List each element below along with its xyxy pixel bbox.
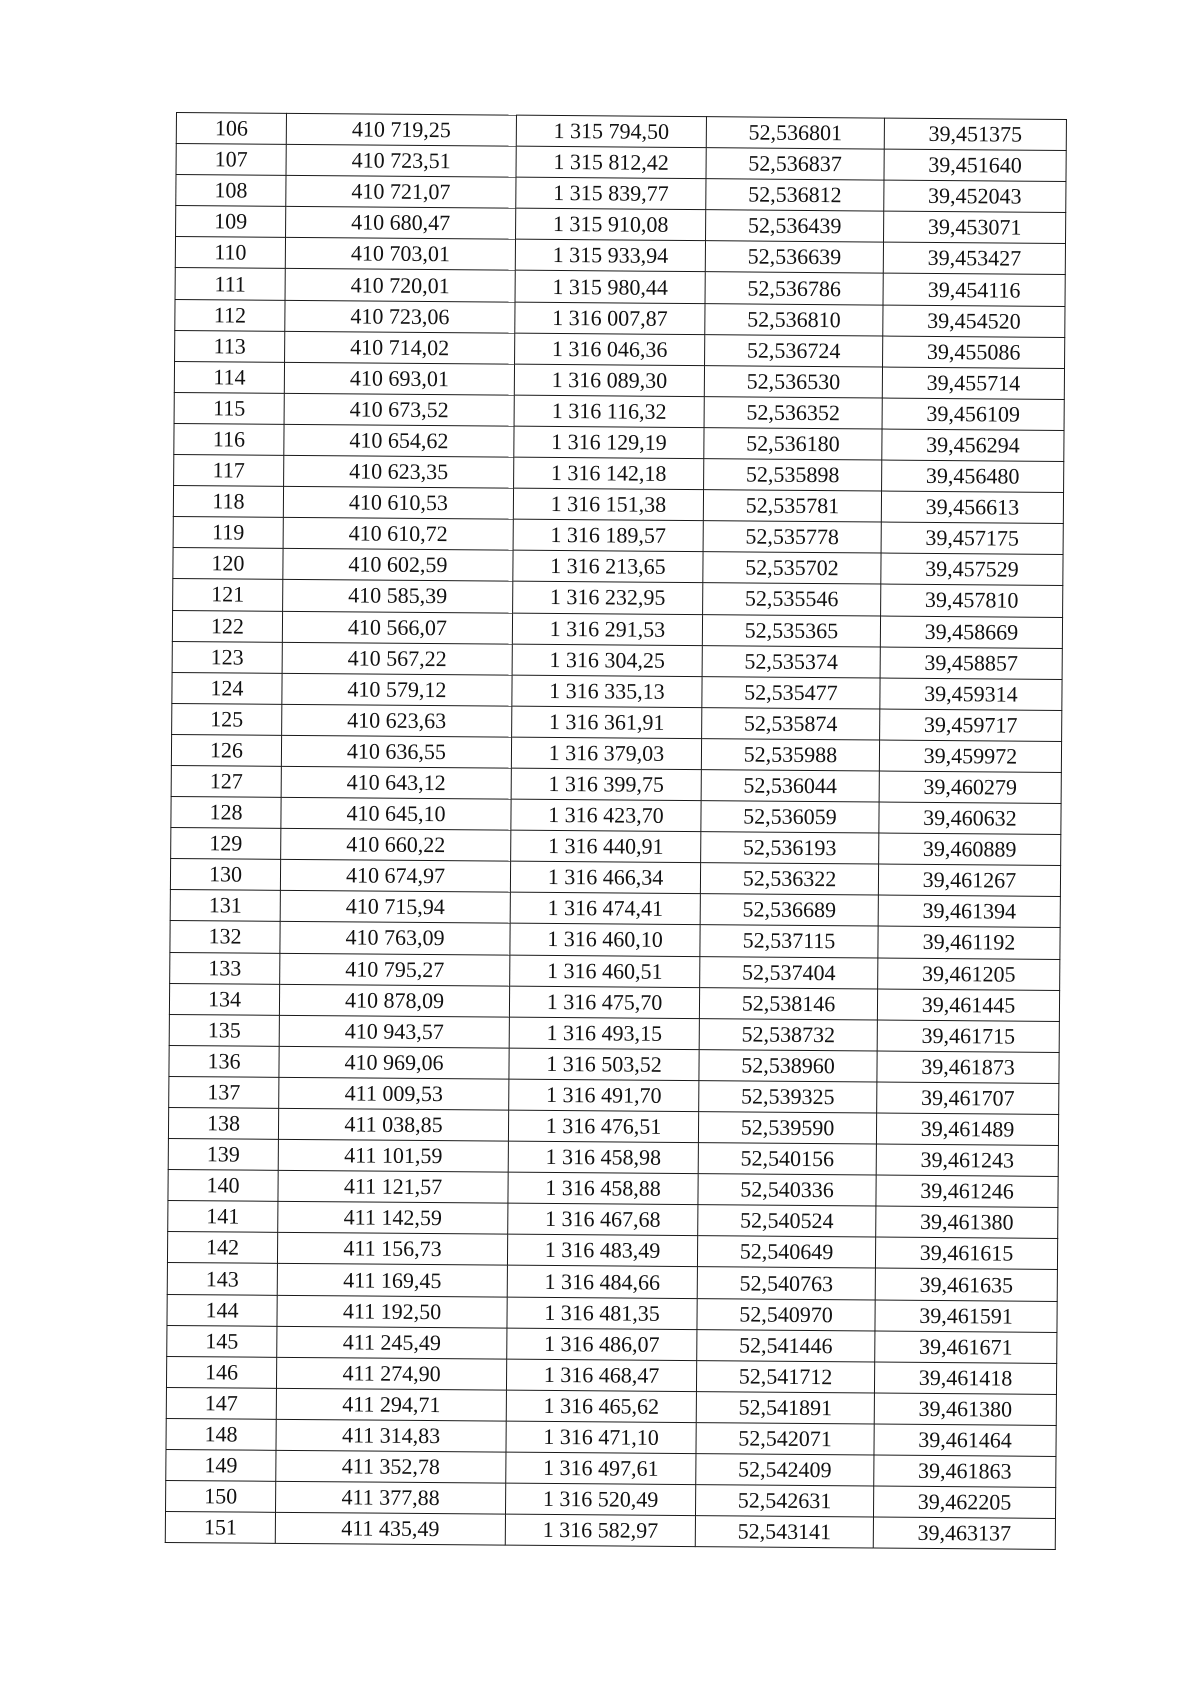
latitude-cell: 52,541446 [697, 1329, 875, 1361]
longitude-cell: 39,461243 [876, 1144, 1058, 1177]
longitude-cell: 39,453071 [883, 211, 1065, 244]
x-coordinate-cell: 410 723,06 [285, 300, 515, 333]
x-coordinate-cell: 410 567,22 [282, 642, 512, 675]
y-coordinate-cell: 1 316 399,75 [511, 768, 701, 801]
point-number-cell: 123 [172, 641, 282, 673]
y-coordinate-cell: 1 316 497,61 [506, 1452, 696, 1485]
latitude-cell: 52,536786 [705, 272, 883, 304]
latitude-cell: 52,536812 [706, 179, 884, 211]
y-coordinate-cell: 1 316 471,10 [506, 1421, 696, 1454]
longitude-cell: 39,457529 [881, 553, 1063, 586]
x-coordinate-cell: 411 294,71 [276, 1388, 506, 1421]
y-coordinate-cell: 1 316 468,47 [506, 1359, 696, 1392]
point-number-cell: 128 [171, 797, 281, 829]
latitude-cell: 52,540970 [697, 1298, 875, 1330]
x-coordinate-cell: 411 142,59 [278, 1202, 508, 1235]
point-number-cell: 148 [166, 1418, 276, 1450]
latitude-cell: 52,536059 [701, 801, 879, 833]
longitude-cell: 39,458857 [880, 647, 1062, 680]
latitude-cell: 52,536639 [705, 241, 883, 273]
y-coordinate-cell: 1 316 361,91 [512, 706, 702, 739]
x-coordinate-cell: 410 719,25 [286, 113, 516, 146]
x-coordinate-cell: 411 038,85 [278, 1108, 508, 1141]
y-coordinate-cell: 1 315 910,08 [516, 208, 706, 241]
coordinates-table [165, 112, 1067, 1550]
y-coordinate-cell: 1 316 423,70 [511, 799, 701, 832]
y-coordinate-cell: 1 316 089,30 [514, 364, 704, 397]
longitude-cell: 39,451375 [884, 118, 1066, 151]
point-number-cell: 121 [173, 579, 283, 611]
longitude-cell: 39,461380 [874, 1393, 1056, 1426]
latitude-cell: 52,536530 [704, 365, 882, 397]
y-coordinate-cell: 1 316 582,97 [505, 1514, 695, 1547]
x-coordinate-cell: 411 314,83 [276, 1419, 506, 1452]
point-number-cell: 131 [170, 890, 280, 922]
y-coordinate-cell: 1 316 474,41 [510, 892, 700, 925]
x-coordinate-cell: 411 121,57 [278, 1171, 508, 1204]
y-coordinate-cell: 1 316 189,57 [513, 519, 703, 552]
longitude-cell: 39,461873 [877, 1051, 1059, 1084]
latitude-cell: 52,535365 [702, 614, 880, 646]
latitude-cell: 52,535778 [703, 521, 881, 553]
x-coordinate-cell: 410 943,57 [279, 1015, 509, 1048]
longitude-cell: 39,461445 [877, 989, 1059, 1022]
point-number-cell: 111 [175, 268, 285, 300]
longitude-cell: 39,456294 [882, 429, 1064, 462]
longitude-cell: 39,461715 [877, 1020, 1059, 1053]
longitude-cell: 39,461205 [878, 958, 1060, 991]
longitude-cell: 39,457175 [881, 522, 1063, 555]
longitude-cell: 39,460632 [879, 802, 1061, 835]
point-number-cell: 126 [171, 734, 281, 766]
x-coordinate-cell: 410 723,51 [286, 144, 516, 177]
point-number-cell: 150 [166, 1481, 276, 1513]
point-number-cell: 140 [168, 1170, 278, 1202]
y-coordinate-cell: 1 316 440,91 [511, 830, 701, 863]
x-coordinate-cell: 410 795,27 [280, 953, 510, 986]
y-coordinate-cell: 1 316 046,36 [515, 333, 705, 366]
point-number-cell: 137 [169, 1076, 279, 1108]
longitude-cell: 39,454520 [883, 305, 1065, 338]
latitude-cell: 52,536439 [706, 210, 884, 242]
x-coordinate-cell: 410 969,06 [279, 1046, 509, 1079]
y-coordinate-cell: 1 316 460,51 [510, 955, 700, 988]
point-number-cell: 107 [176, 144, 286, 176]
longitude-cell: 39,460279 [879, 771, 1061, 804]
longitude-cell: 39,457810 [881, 584, 1063, 617]
x-coordinate-cell: 410 714,02 [285, 331, 515, 364]
x-coordinate-cell: 410 610,72 [283, 518, 513, 551]
longitude-cell: 39,453427 [883, 242, 1065, 275]
latitude-cell: 52,538146 [699, 987, 877, 1019]
x-coordinate-cell: 410 645,10 [281, 797, 511, 830]
point-number-cell: 142 [167, 1232, 277, 1264]
x-coordinate-cell: 410 680,47 [286, 207, 516, 240]
table-row [165, 1512, 1055, 1550]
y-coordinate-cell: 1 316 129,19 [514, 426, 704, 459]
y-coordinate-cell: 1 316 213,65 [513, 550, 703, 583]
longitude-cell: 39,461671 [875, 1331, 1057, 1364]
latitude-cell: 52,536352 [704, 397, 882, 429]
point-number-cell: 122 [172, 610, 282, 642]
point-number-cell: 117 [174, 455, 284, 487]
x-coordinate-cell: 410 703,01 [285, 238, 515, 271]
point-number-cell: 143 [167, 1263, 277, 1295]
y-coordinate-cell: 1 316 486,07 [507, 1328, 697, 1361]
y-coordinate-cell: 1 316 291,53 [512, 613, 702, 646]
latitude-cell: 52,536837 [706, 148, 884, 180]
y-coordinate-cell: 1 316 460,10 [510, 924, 700, 957]
point-number-cell: 110 [175, 237, 285, 269]
x-coordinate-cell: 411 101,59 [278, 1139, 508, 1172]
y-coordinate-cell: 1 316 466,34 [510, 861, 700, 894]
coordinates-table-body [165, 113, 1066, 1550]
latitude-cell: 52,542071 [696, 1423, 874, 1455]
latitude-cell: 52,535898 [704, 459, 882, 491]
longitude-cell: 39,463137 [873, 1517, 1055, 1550]
latitude-cell: 52,535874 [702, 707, 880, 739]
longitude-cell: 39,454116 [883, 274, 1065, 307]
x-coordinate-cell: 410 715,94 [280, 891, 510, 924]
longitude-cell: 39,456480 [882, 460, 1064, 493]
point-number-cell: 118 [173, 486, 283, 518]
latitude-cell: 52,536180 [704, 428, 882, 460]
y-coordinate-cell: 1 316 483,49 [507, 1235, 697, 1268]
point-number-cell: 114 [174, 361, 284, 393]
point-number-cell: 144 [167, 1294, 277, 1326]
longitude-cell: 39,455714 [882, 367, 1064, 400]
latitude-cell: 52,540156 [698, 1143, 876, 1175]
y-coordinate-cell: 1 316 458,88 [508, 1172, 698, 1205]
latitude-cell: 52,535988 [701, 739, 879, 771]
longitude-cell: 39,460889 [879, 833, 1061, 866]
x-coordinate-cell: 410 721,07 [286, 176, 516, 209]
x-coordinate-cell: 410 566,07 [282, 611, 512, 644]
y-coordinate-cell: 1 316 484,66 [507, 1266, 697, 1299]
x-coordinate-cell: 410 602,59 [283, 549, 513, 582]
x-coordinate-cell: 410 660,22 [281, 829, 511, 862]
y-coordinate-cell: 1 316 481,35 [507, 1297, 697, 1330]
latitude-cell: 52,536801 [706, 117, 884, 149]
x-coordinate-cell: 410 673,52 [284, 393, 514, 426]
point-number-cell: 130 [170, 859, 280, 891]
longitude-cell: 39,452043 [884, 180, 1066, 213]
y-coordinate-cell: 1 316 493,15 [509, 1017, 699, 1050]
longitude-cell: 39,461394 [878, 895, 1060, 928]
y-coordinate-cell: 1 316 142,18 [514, 457, 704, 490]
y-coordinate-cell: 1 316 116,32 [514, 395, 704, 428]
y-coordinate-cell: 1 316 503,52 [509, 1048, 699, 1081]
longitude-cell: 39,461464 [874, 1424, 1056, 1457]
x-coordinate-cell: 411 156,73 [277, 1233, 507, 1266]
y-coordinate-cell: 1 316 151,38 [513, 488, 703, 521]
x-coordinate-cell: 411 274,90 [276, 1357, 506, 1390]
latitude-cell: 52,535781 [703, 490, 881, 522]
point-number-cell: 120 [173, 548, 283, 580]
y-coordinate-cell: 1 315 839,77 [516, 177, 706, 210]
point-number-cell: 138 [168, 1107, 278, 1139]
x-coordinate-cell: 410 654,62 [284, 424, 514, 457]
y-coordinate-cell: 1 315 980,44 [515, 271, 705, 304]
point-number-cell: 141 [168, 1201, 278, 1233]
latitude-cell: 52,535374 [702, 645, 880, 677]
x-coordinate-cell: 410 636,55 [281, 735, 511, 768]
latitude-cell: 52,535477 [702, 676, 880, 708]
longitude-cell: 39,461489 [876, 1113, 1058, 1146]
latitude-cell: 52,539590 [698, 1112, 876, 1144]
x-coordinate-cell: 410 579,12 [282, 673, 512, 706]
x-coordinate-cell: 411 377,88 [276, 1481, 506, 1514]
x-coordinate-cell: 410 763,09 [280, 922, 510, 955]
longitude-cell: 39,451640 [884, 149, 1066, 182]
longitude-cell: 39,456109 [882, 398, 1064, 431]
x-coordinate-cell: 410 623,63 [282, 704, 512, 737]
x-coordinate-cell: 411 169,45 [277, 1264, 507, 1297]
longitude-cell: 39,461246 [876, 1175, 1058, 1208]
point-number-cell: 113 [175, 330, 285, 362]
y-coordinate-cell: 1 316 007,87 [515, 302, 705, 335]
point-number-cell: 127 [171, 765, 281, 797]
x-coordinate-cell: 410 720,01 [285, 269, 515, 302]
longitude-cell: 39,459314 [880, 678, 1062, 711]
latitude-cell: 52,540524 [698, 1205, 876, 1237]
y-coordinate-cell: 1 315 812,42 [516, 146, 706, 179]
latitude-cell: 52,541891 [696, 1391, 874, 1423]
x-coordinate-cell: 410 693,01 [284, 362, 514, 395]
x-coordinate-cell: 411 245,49 [277, 1326, 507, 1359]
y-coordinate-cell: 1 316 304,25 [512, 644, 702, 677]
point-number-cell: 136 [169, 1045, 279, 1077]
point-number-cell: 106 [176, 113, 286, 145]
y-coordinate-cell: 1 316 458,98 [508, 1141, 698, 1174]
y-coordinate-cell: 1 316 465,62 [506, 1390, 696, 1423]
latitude-cell: 52,538732 [699, 1018, 877, 1050]
latitude-cell: 52,536193 [701, 832, 879, 864]
y-coordinate-cell: 1 315 794,50 [516, 115, 706, 148]
y-coordinate-cell: 1 316 467,68 [508, 1203, 698, 1236]
point-number-cell: 146 [166, 1356, 276, 1388]
point-number-cell: 124 [172, 672, 282, 704]
point-number-cell: 108 [176, 175, 286, 207]
x-coordinate-cell: 410 610,53 [283, 486, 513, 519]
y-coordinate-cell: 1 315 933,94 [515, 240, 705, 273]
y-coordinate-cell: 1 316 335,13 [512, 675, 702, 708]
point-number-cell: 139 [168, 1139, 278, 1171]
x-coordinate-cell: 410 674,97 [280, 860, 510, 893]
latitude-cell: 52,536724 [705, 334, 883, 366]
x-coordinate-cell: 411 352,78 [276, 1450, 506, 1483]
point-number-cell: 112 [175, 299, 285, 331]
y-coordinate-cell: 1 316 520,49 [505, 1483, 695, 1516]
point-number-cell: 109 [176, 206, 286, 238]
longitude-cell: 39,459972 [879, 740, 1061, 773]
longitude-cell: 39,461267 [878, 864, 1060, 897]
latitude-cell: 52,540763 [697, 1267, 875, 1299]
y-coordinate-cell: 1 316 475,70 [509, 986, 699, 1019]
y-coordinate-cell: 1 316 232,95 [513, 582, 703, 615]
point-number-cell: 147 [166, 1387, 276, 1419]
point-number-cell: 133 [170, 952, 280, 984]
latitude-cell: 52,540336 [698, 1174, 876, 1206]
x-coordinate-cell: 410 643,12 [281, 766, 511, 799]
longitude-cell: 39,461418 [874, 1362, 1056, 1395]
point-number-cell: 116 [174, 423, 284, 455]
point-number-cell: 134 [169, 983, 279, 1015]
x-coordinate-cell: 410 623,35 [284, 455, 514, 488]
latitude-cell: 52,536689 [700, 894, 878, 926]
latitude-cell: 52,536044 [701, 770, 879, 802]
longitude-cell: 39,461863 [874, 1455, 1056, 1488]
longitude-cell: 39,462205 [873, 1486, 1055, 1519]
latitude-cell: 52,540649 [697, 1236, 875, 1268]
longitude-cell: 39,458669 [880, 616, 1062, 649]
latitude-cell: 52,543141 [695, 1516, 873, 1548]
point-number-cell: 145 [167, 1325, 277, 1357]
point-number-cell: 149 [166, 1449, 276, 1481]
point-number-cell: 115 [174, 392, 284, 424]
longitude-cell: 39,461635 [875, 1268, 1057, 1301]
longitude-cell: 39,455086 [883, 336, 1065, 369]
point-number-cell: 132 [170, 921, 280, 953]
x-coordinate-cell: 411 435,49 [275, 1513, 505, 1546]
x-coordinate-cell: 410 878,09 [279, 984, 509, 1017]
latitude-cell: 52,542631 [695, 1485, 873, 1517]
latitude-cell: 52,541712 [696, 1360, 874, 1392]
point-number-cell: 135 [169, 1014, 279, 1046]
x-coordinate-cell: 410 585,39 [283, 580, 513, 613]
longitude-cell: 39,461591 [875, 1300, 1057, 1333]
latitude-cell: 52,539325 [699, 1081, 877, 1113]
longitude-cell: 39,459717 [880, 709, 1062, 742]
point-number-cell: 125 [172, 703, 282, 735]
latitude-cell: 52,536810 [705, 303, 883, 335]
latitude-cell: 52,542409 [696, 1454, 874, 1486]
latitude-cell: 52,536322 [700, 863, 878, 895]
x-coordinate-cell: 411 192,50 [277, 1295, 507, 1328]
point-number-cell: 129 [171, 828, 281, 860]
latitude-cell: 52,537115 [700, 925, 878, 957]
longitude-cell: 39,461380 [876, 1206, 1058, 1239]
latitude-cell: 52,535702 [703, 552, 881, 584]
point-number-cell: 119 [173, 517, 283, 549]
longitude-cell: 39,461192 [878, 926, 1060, 959]
y-coordinate-cell: 1 316 476,51 [508, 1110, 698, 1143]
point-number-cell: 151 [165, 1512, 275, 1544]
x-coordinate-cell: 411 009,53 [279, 1077, 509, 1110]
longitude-cell: 39,461615 [875, 1237, 1057, 1270]
y-coordinate-cell: 1 316 491,70 [509, 1079, 699, 1112]
y-coordinate-cell: 1 316 379,03 [511, 737, 701, 770]
longitude-cell: 39,461707 [877, 1082, 1059, 1115]
latitude-cell: 52,535546 [703, 583, 881, 615]
longitude-cell: 39,456613 [881, 491, 1063, 524]
latitude-cell: 52,538960 [699, 1049, 877, 1081]
latitude-cell: 52,537404 [700, 956, 878, 988]
